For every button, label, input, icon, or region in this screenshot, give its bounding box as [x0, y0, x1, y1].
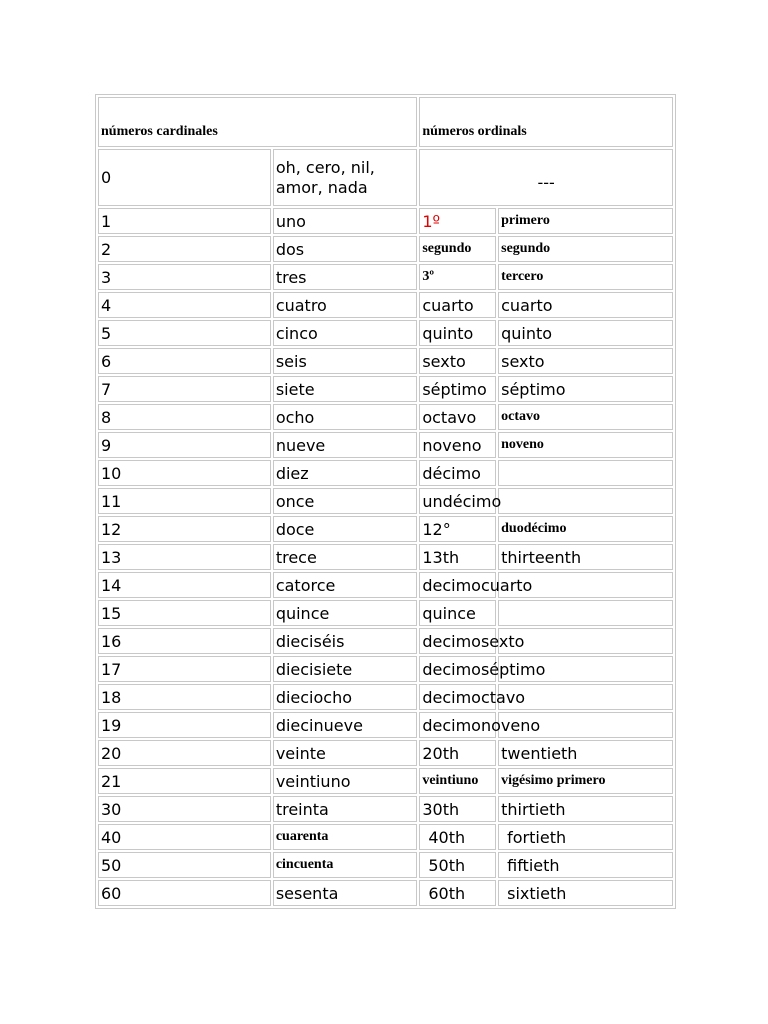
table-row	[98, 768, 673, 794]
number-cell: 50	[98, 852, 271, 878]
cardinal-cell: dos	[273, 236, 418, 262]
ordinal-word-cell: sixtieth	[498, 880, 673, 906]
table-row	[98, 796, 673, 822]
number-cell: 17	[98, 656, 271, 682]
ordinal-word-cell: noveno	[498, 432, 673, 458]
number-cell: 21	[98, 768, 271, 794]
ordinal-cell: quinto	[419, 320, 496, 346]
number-cell: 11	[98, 488, 271, 514]
cardinal-cell: sesenta	[273, 880, 418, 906]
number-cell: 6	[98, 348, 271, 374]
cardinal-cell: dieciséis	[273, 628, 418, 654]
ordinal-cell: 50th	[419, 852, 496, 878]
number-cell: 14	[98, 572, 271, 598]
ordinal-cell: 30th	[419, 796, 496, 822]
ordinal-cell: sexto	[419, 348, 496, 374]
cardinal-cell: quince	[273, 600, 418, 626]
ordinal-cell: decimonoveno	[419, 712, 496, 738]
number-cell: 15	[98, 600, 271, 626]
cardinal-cell: tres	[273, 264, 418, 290]
number-cell: 0	[98, 149, 271, 206]
table-row	[98, 712, 673, 738]
number-cell: 20	[98, 740, 271, 766]
ordinal-word-cell: octavo	[498, 404, 673, 430]
ordinal-cell: ---	[419, 149, 673, 206]
number-cell: 30	[98, 796, 271, 822]
ordinal-word-cell: tercero	[498, 264, 673, 290]
cardinal-cell: nueve	[273, 432, 418, 458]
ordinal-word-cell	[498, 460, 673, 486]
cardinal-cell: treinta	[273, 796, 418, 822]
ordinal-cell: décimo	[419, 460, 496, 486]
number-cell: 3	[98, 264, 271, 290]
cardinal-cell: catorce	[273, 572, 418, 598]
cardinal-cell: cuatro	[273, 292, 418, 318]
number-cell: 13	[98, 544, 271, 570]
ordinal-cell: 1º	[419, 208, 496, 234]
ordinal-cell: 40th	[419, 824, 496, 850]
ordinal-word-cell	[498, 628, 673, 654]
number-cell: 10	[98, 460, 271, 486]
table-row	[98, 516, 673, 542]
numbers-table	[95, 94, 676, 909]
number-cell: 5	[98, 320, 271, 346]
ordinal-cell: 20th	[419, 740, 496, 766]
cardinal-cell: dieciocho	[273, 684, 418, 710]
ordinal-cell: decimoséptimo	[419, 656, 496, 682]
ordinal-word-cell: sexto	[498, 348, 673, 374]
table-row	[98, 572, 673, 598]
ordinal-word-cell: twentieth	[498, 740, 673, 766]
ordinal-cell: decimocuarto	[419, 572, 496, 598]
cardinal-cell: doce	[273, 516, 418, 542]
number-cell: 7	[98, 376, 271, 402]
ordinal-cell: quince	[419, 600, 496, 626]
table-row	[98, 488, 673, 514]
table-row	[98, 432, 673, 458]
table-row	[98, 684, 673, 710]
ordinal-cell: noveno	[419, 432, 496, 458]
table-row	[98, 404, 673, 430]
ordinal-cell: 12°	[419, 516, 496, 542]
table-row	[98, 628, 673, 654]
ordinal-header: números ordinals	[419, 97, 673, 147]
cardinal-cell: oh, cero, nil, amor, nada	[273, 149, 418, 206]
ordinal-cell: decimosexto	[419, 628, 496, 654]
table-row	[98, 376, 673, 402]
cardinal-cell: cinco	[273, 320, 418, 346]
number-cell: 40	[98, 824, 271, 850]
ordinal-cell: cuarto	[419, 292, 496, 318]
table-row	[98, 292, 673, 318]
table-row	[98, 236, 673, 262]
ordinal-word-cell: quinto	[498, 320, 673, 346]
ordinal-word-cell: séptimo	[498, 376, 673, 402]
ordinal-word-cell: cuarto	[498, 292, 673, 318]
table-row	[98, 264, 673, 290]
cardinal-cell: uno	[273, 208, 418, 234]
cardinal-cell: cincuenta	[273, 852, 418, 878]
table-row	[98, 600, 673, 626]
ordinal-cell: octavo	[419, 404, 496, 430]
cardinal-cell: trece	[273, 544, 418, 570]
table-row	[98, 460, 673, 486]
number-cell: 16	[98, 628, 271, 654]
cardinal-cell: ocho	[273, 404, 418, 430]
table-row	[98, 208, 673, 234]
ordinal-cell: veintiuno	[419, 768, 496, 794]
ordinal-cell: undécimo	[419, 488, 496, 514]
number-cell: 60	[98, 880, 271, 906]
ordinal-word-cell	[498, 600, 673, 626]
cardinal-cell: diecinueve	[273, 712, 418, 738]
ordinal-word-cell: thirtieth	[498, 796, 673, 822]
number-cell: 18	[98, 684, 271, 710]
ordinal-word-cell: duodécimo	[498, 516, 673, 542]
header-row	[98, 97, 673, 147]
cardinal-cell: cuarenta	[273, 824, 418, 850]
cardinal-cell: veintiuno	[273, 768, 418, 794]
ordinal-cell: decimoctavo	[419, 684, 496, 710]
ordinal-word-cell: vigésimo primero	[498, 768, 673, 794]
ordinal-word-cell: segundo	[498, 236, 673, 262]
cardinal-cell: veinte	[273, 740, 418, 766]
cardinal-cell: diecisiete	[273, 656, 418, 682]
ordinal-word-cell: thirteenth	[498, 544, 673, 570]
ordinal-cell: 60th	[419, 880, 496, 906]
number-cell: 9	[98, 432, 271, 458]
ordinal-word-cell	[498, 488, 673, 514]
cardinal-cell: siete	[273, 376, 418, 402]
table-row	[98, 740, 673, 766]
cardinal-cell: seis	[273, 348, 418, 374]
table-row	[98, 880, 673, 906]
number-cell: 1	[98, 208, 271, 234]
table-row	[98, 852, 673, 878]
table-row	[98, 544, 673, 570]
ordinal-cell: 3º	[419, 264, 496, 290]
number-cell: 8	[98, 404, 271, 430]
table-row	[98, 824, 673, 850]
table-row	[98, 656, 673, 682]
cardinal-header: números cardinales	[98, 97, 417, 147]
ordinal-word-cell: fiftieth	[498, 852, 673, 878]
zero-row	[98, 149, 673, 206]
table-row	[98, 320, 673, 346]
ordinal-word-cell: primero	[498, 208, 673, 234]
number-cell: 4	[98, 292, 271, 318]
table-row	[98, 348, 673, 374]
ordinal-word-cell: fortieth	[498, 824, 673, 850]
cardinal-cell: once	[273, 488, 418, 514]
cardinal-cell: diez	[273, 460, 418, 486]
number-cell: 12	[98, 516, 271, 542]
number-cell: 19	[98, 712, 271, 738]
ordinal-cell: séptimo	[419, 376, 496, 402]
number-cell: 2	[98, 236, 271, 262]
ordinal-cell: 13th	[419, 544, 496, 570]
ordinal-cell: segundo	[419, 236, 496, 262]
